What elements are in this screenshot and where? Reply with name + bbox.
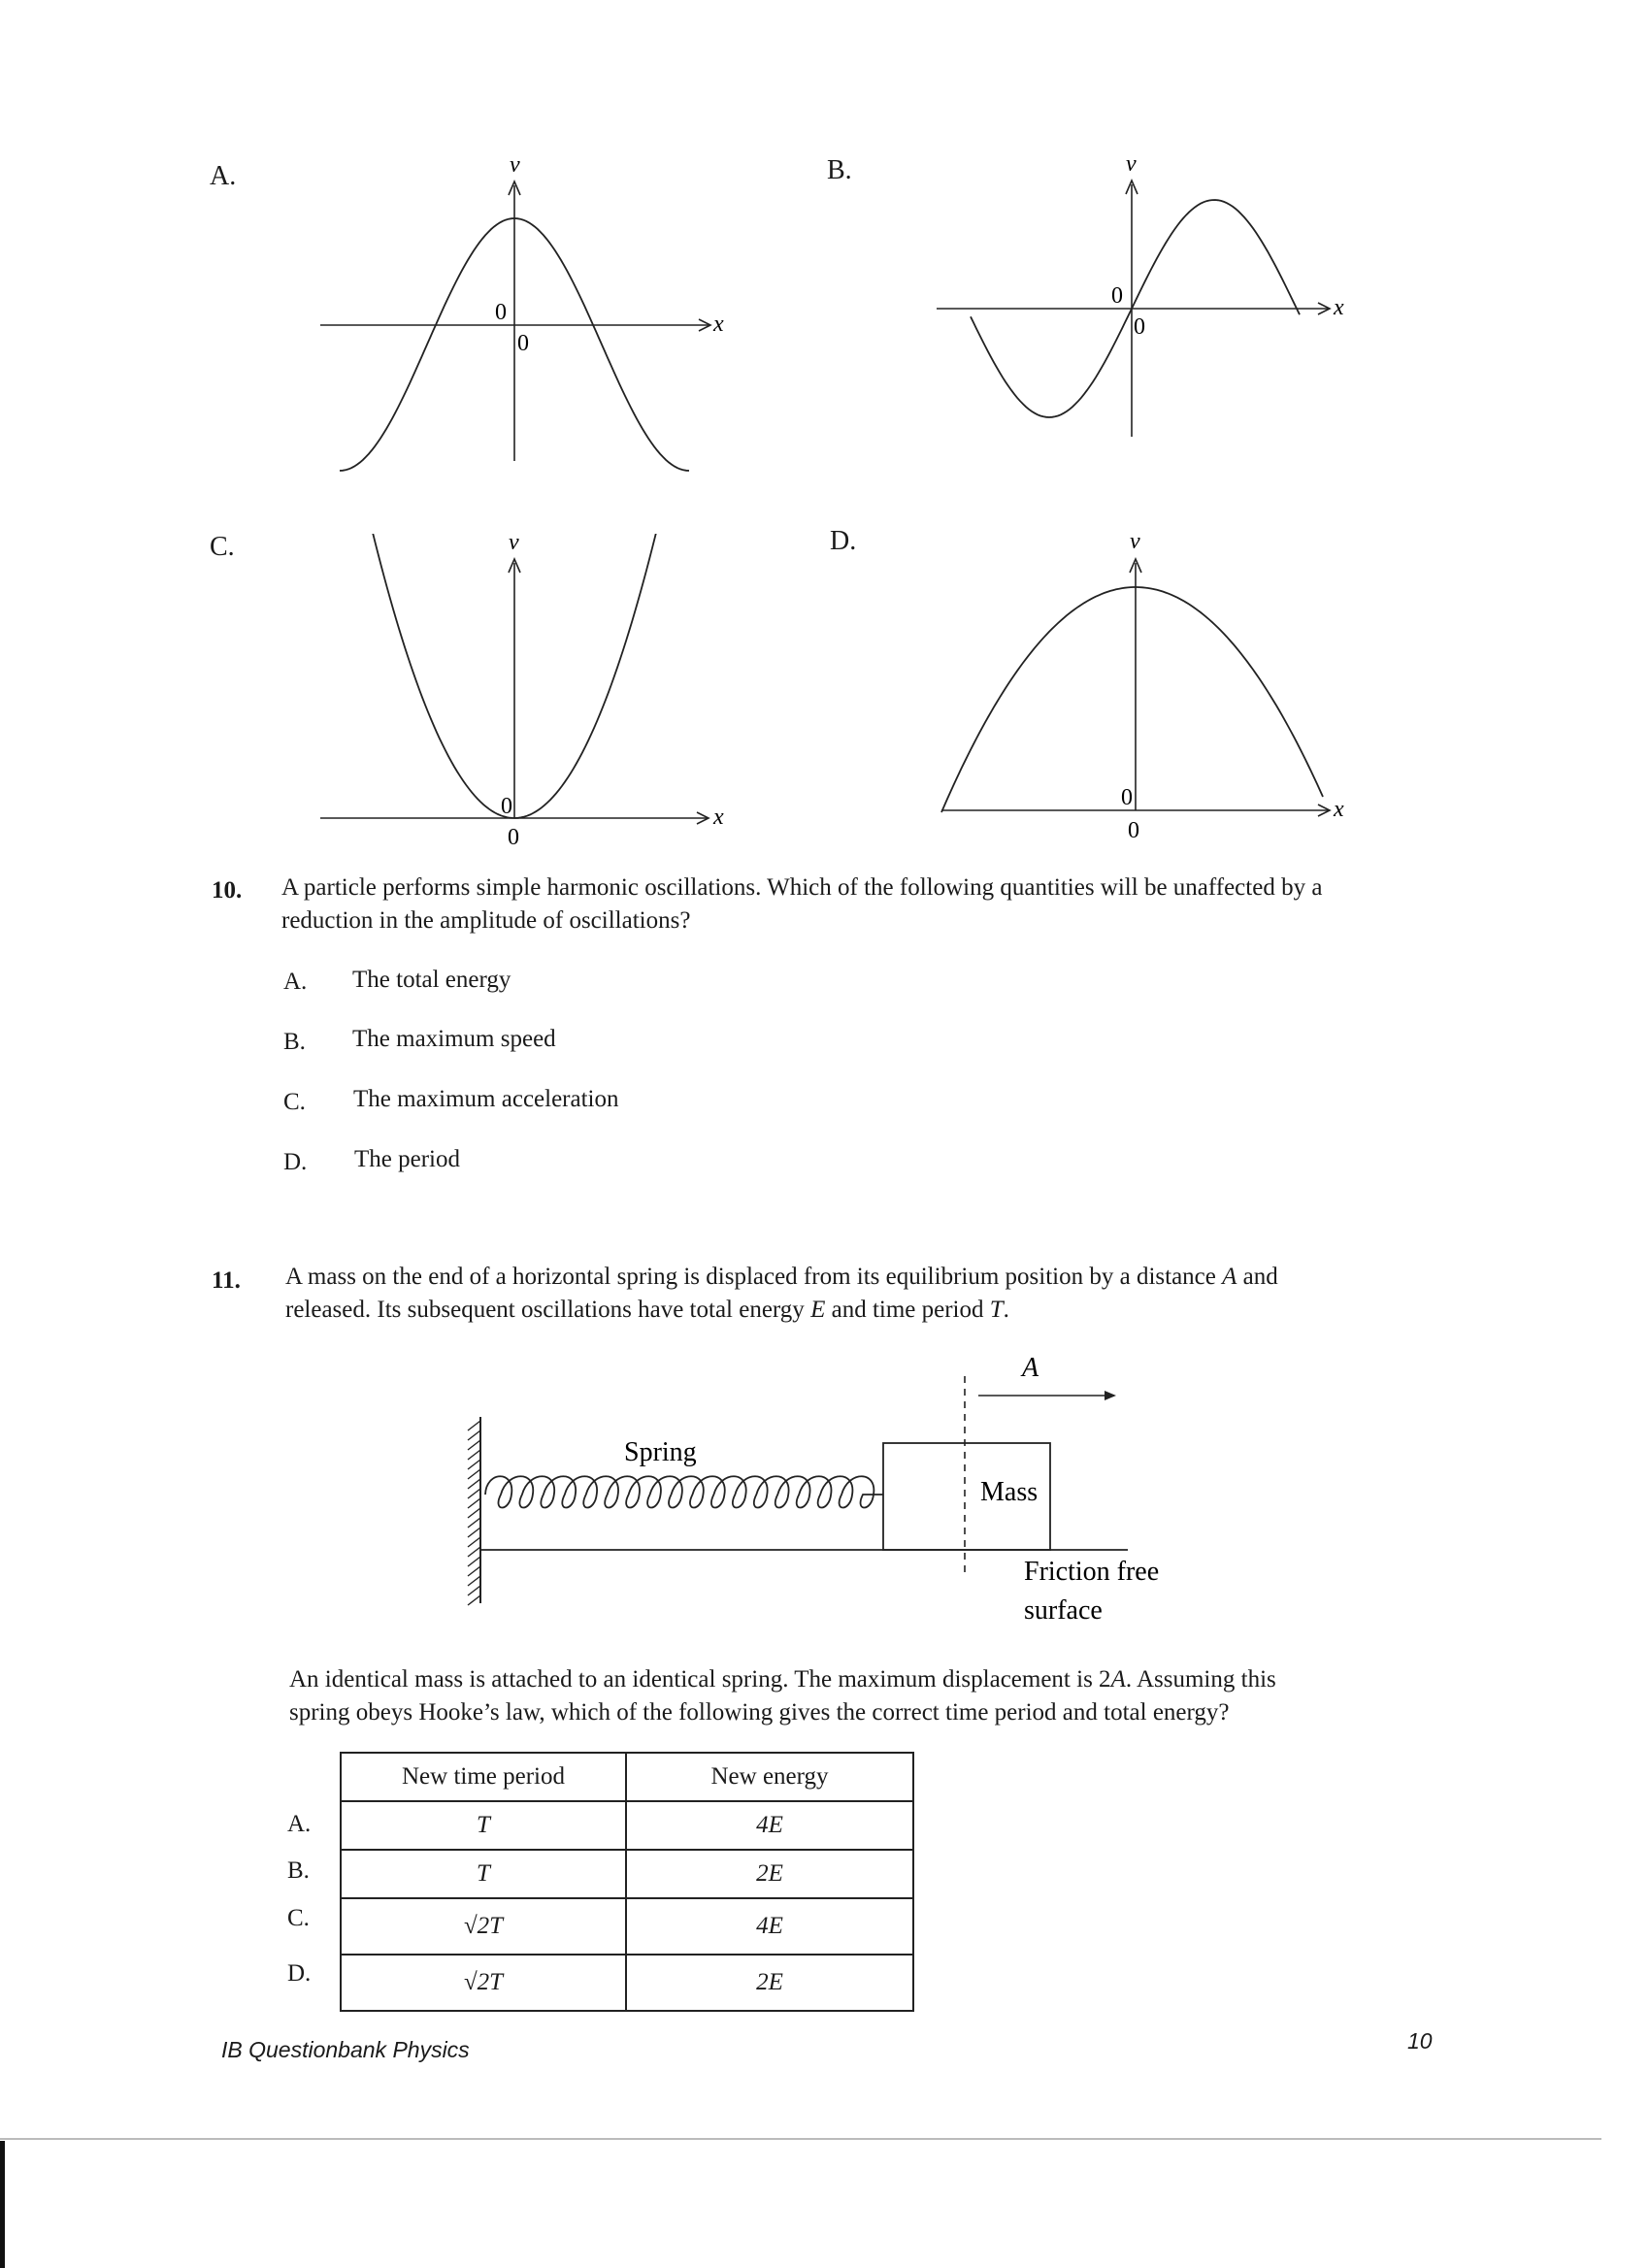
arrow-label: A (1022, 1353, 1039, 1383)
q10-option-b-letter: B. (283, 1029, 306, 1055)
hatch-line (468, 1479, 480, 1489)
graph-b-origin-lower: 0 (1134, 314, 1145, 340)
spring-label: Spring (624, 1437, 697, 1467)
row-a-period: T (341, 1801, 626, 1850)
table-row (341, 1801, 913, 1850)
q10-text: A particle performs simple harmonic oscillations. Which of the following quantities will be unaffected by a reduction in the amplitude of oscillations? (281, 874, 1323, 934)
graph-d-v-label: v (1130, 529, 1140, 554)
hatch-line (468, 1557, 480, 1566)
hatch-line (468, 1489, 480, 1498)
spring-diagram (456, 1339, 1223, 1630)
footer-source: IB Questionbank Physics (221, 2037, 470, 2062)
answer-table (340, 1752, 914, 2012)
row-d-period: √2T (341, 1955, 626, 2011)
row-b-period: T (341, 1850, 626, 1898)
graph-d (932, 529, 1378, 849)
graph-c-v-label: v (509, 534, 519, 555)
spring (485, 1476, 883, 1507)
hatch-line (468, 1430, 480, 1440)
header-new-energy: New energy (626, 1753, 913, 1801)
graph-b-x-label: x (1334, 295, 1344, 320)
row-c-period: √2T (341, 1898, 626, 1955)
hatch-line (468, 1460, 480, 1469)
graph-a-letter: A. (210, 161, 237, 191)
graph-a-x-label: x (713, 312, 724, 337)
graph-a-origin-upper: 0 (495, 300, 507, 325)
hatch-line (468, 1450, 480, 1460)
graph-d-origin-upper: 0 (1121, 785, 1133, 810)
hatch-line (468, 1518, 480, 1528)
q11-text: A mass on the end of a horizontal spring is displaced from its equilibrium position by a distance A and released. Its subsequent oscillations have total energy E and time period T. (285, 1264, 1278, 1323)
surface-label-line2: surface (1024, 1595, 1103, 1626)
hatch-line (468, 1421, 480, 1430)
scan-edge-line (0, 2138, 1601, 2140)
scan-edge-bar (0, 2141, 5, 2268)
answer-table-header-row (341, 1753, 913, 1801)
q10-option-a-letter: A. (283, 969, 308, 995)
hatch-line (468, 1508, 480, 1518)
table-row (341, 1955, 913, 2011)
row-d-energy: 2E (626, 1955, 913, 2011)
graph-d-letter: D. (830, 526, 857, 556)
graph-b-letter: B. (827, 155, 852, 185)
graph-c-origin-lower: 0 (508, 825, 519, 850)
footer-page-number: 10 (1407, 2028, 1433, 2054)
graph-b-origin-upper: 0 (1111, 283, 1123, 309)
hatch-line (468, 1595, 480, 1605)
hatch-line (468, 1586, 480, 1595)
graph-c-letter: C. (210, 532, 235, 562)
row-c-letter: C. (287, 1905, 310, 1931)
header-new-time-period: New time period (341, 1753, 626, 1801)
row-b-letter: B. (287, 1857, 310, 1884)
table-row (341, 1850, 913, 1898)
graph-c-origin-upper: 0 (501, 794, 512, 819)
q10-number: 10. (212, 877, 243, 904)
hatch-line (468, 1528, 480, 1537)
q10-option-d-text: The period (354, 1146, 460, 1172)
displacement-arrow-head (1105, 1391, 1116, 1400)
q10-option-d-letter: D. (283, 1149, 308, 1175)
graph-c (311, 534, 757, 854)
row-a-energy: 4E (626, 1801, 913, 1850)
hatch-line (468, 1566, 480, 1576)
row-d-letter: D. (287, 1960, 312, 1987)
q10-option-c-text: The maximum acceleration (353, 1086, 619, 1112)
hatch-line (468, 1537, 480, 1547)
graph-b (932, 155, 1378, 446)
row-c-energy: 4E (626, 1898, 913, 1955)
graph-a-v-label: v (510, 160, 520, 178)
graph-a-origin-lower: 0 (517, 331, 529, 356)
graph-d-origin-lower: 0 (1128, 818, 1139, 843)
hatch-line (468, 1469, 480, 1479)
hatch-line (468, 1498, 480, 1508)
row-b-energy: 2E (626, 1850, 913, 1898)
mass-label: Mass (980, 1477, 1039, 1507)
q11-number: 11. (212, 1267, 241, 1294)
row-a-letter: A. (287, 1811, 312, 1837)
q10-option-c-letter: C. (283, 1089, 306, 1115)
wall-hatching (468, 1421, 480, 1605)
graph-c-x-label: x (713, 805, 724, 830)
graph-c-curve (335, 534, 687, 818)
hatch-line (468, 1576, 480, 1586)
q11-followup-text: An identical mass is attached to an identical spring. The maximum displacement is 2A. Assuming this spring obeys Hooke’s law, which of the following gives the correct time period and total energy? (289, 1666, 1276, 1726)
graph-b-v-label: v (1126, 155, 1137, 177)
surface-label-line1: Friction free (1024, 1557, 1160, 1587)
graph-a (301, 160, 747, 480)
graph-d-x-label: x (1334, 797, 1344, 822)
hatch-line (468, 1547, 480, 1557)
q10-option-a-text: The total energy (352, 967, 511, 993)
graph-d-curve (941, 587, 1323, 812)
hatch-line (468, 1440, 480, 1450)
table-row (341, 1898, 913, 1955)
q10-option-b-text: The maximum speed (352, 1026, 556, 1052)
